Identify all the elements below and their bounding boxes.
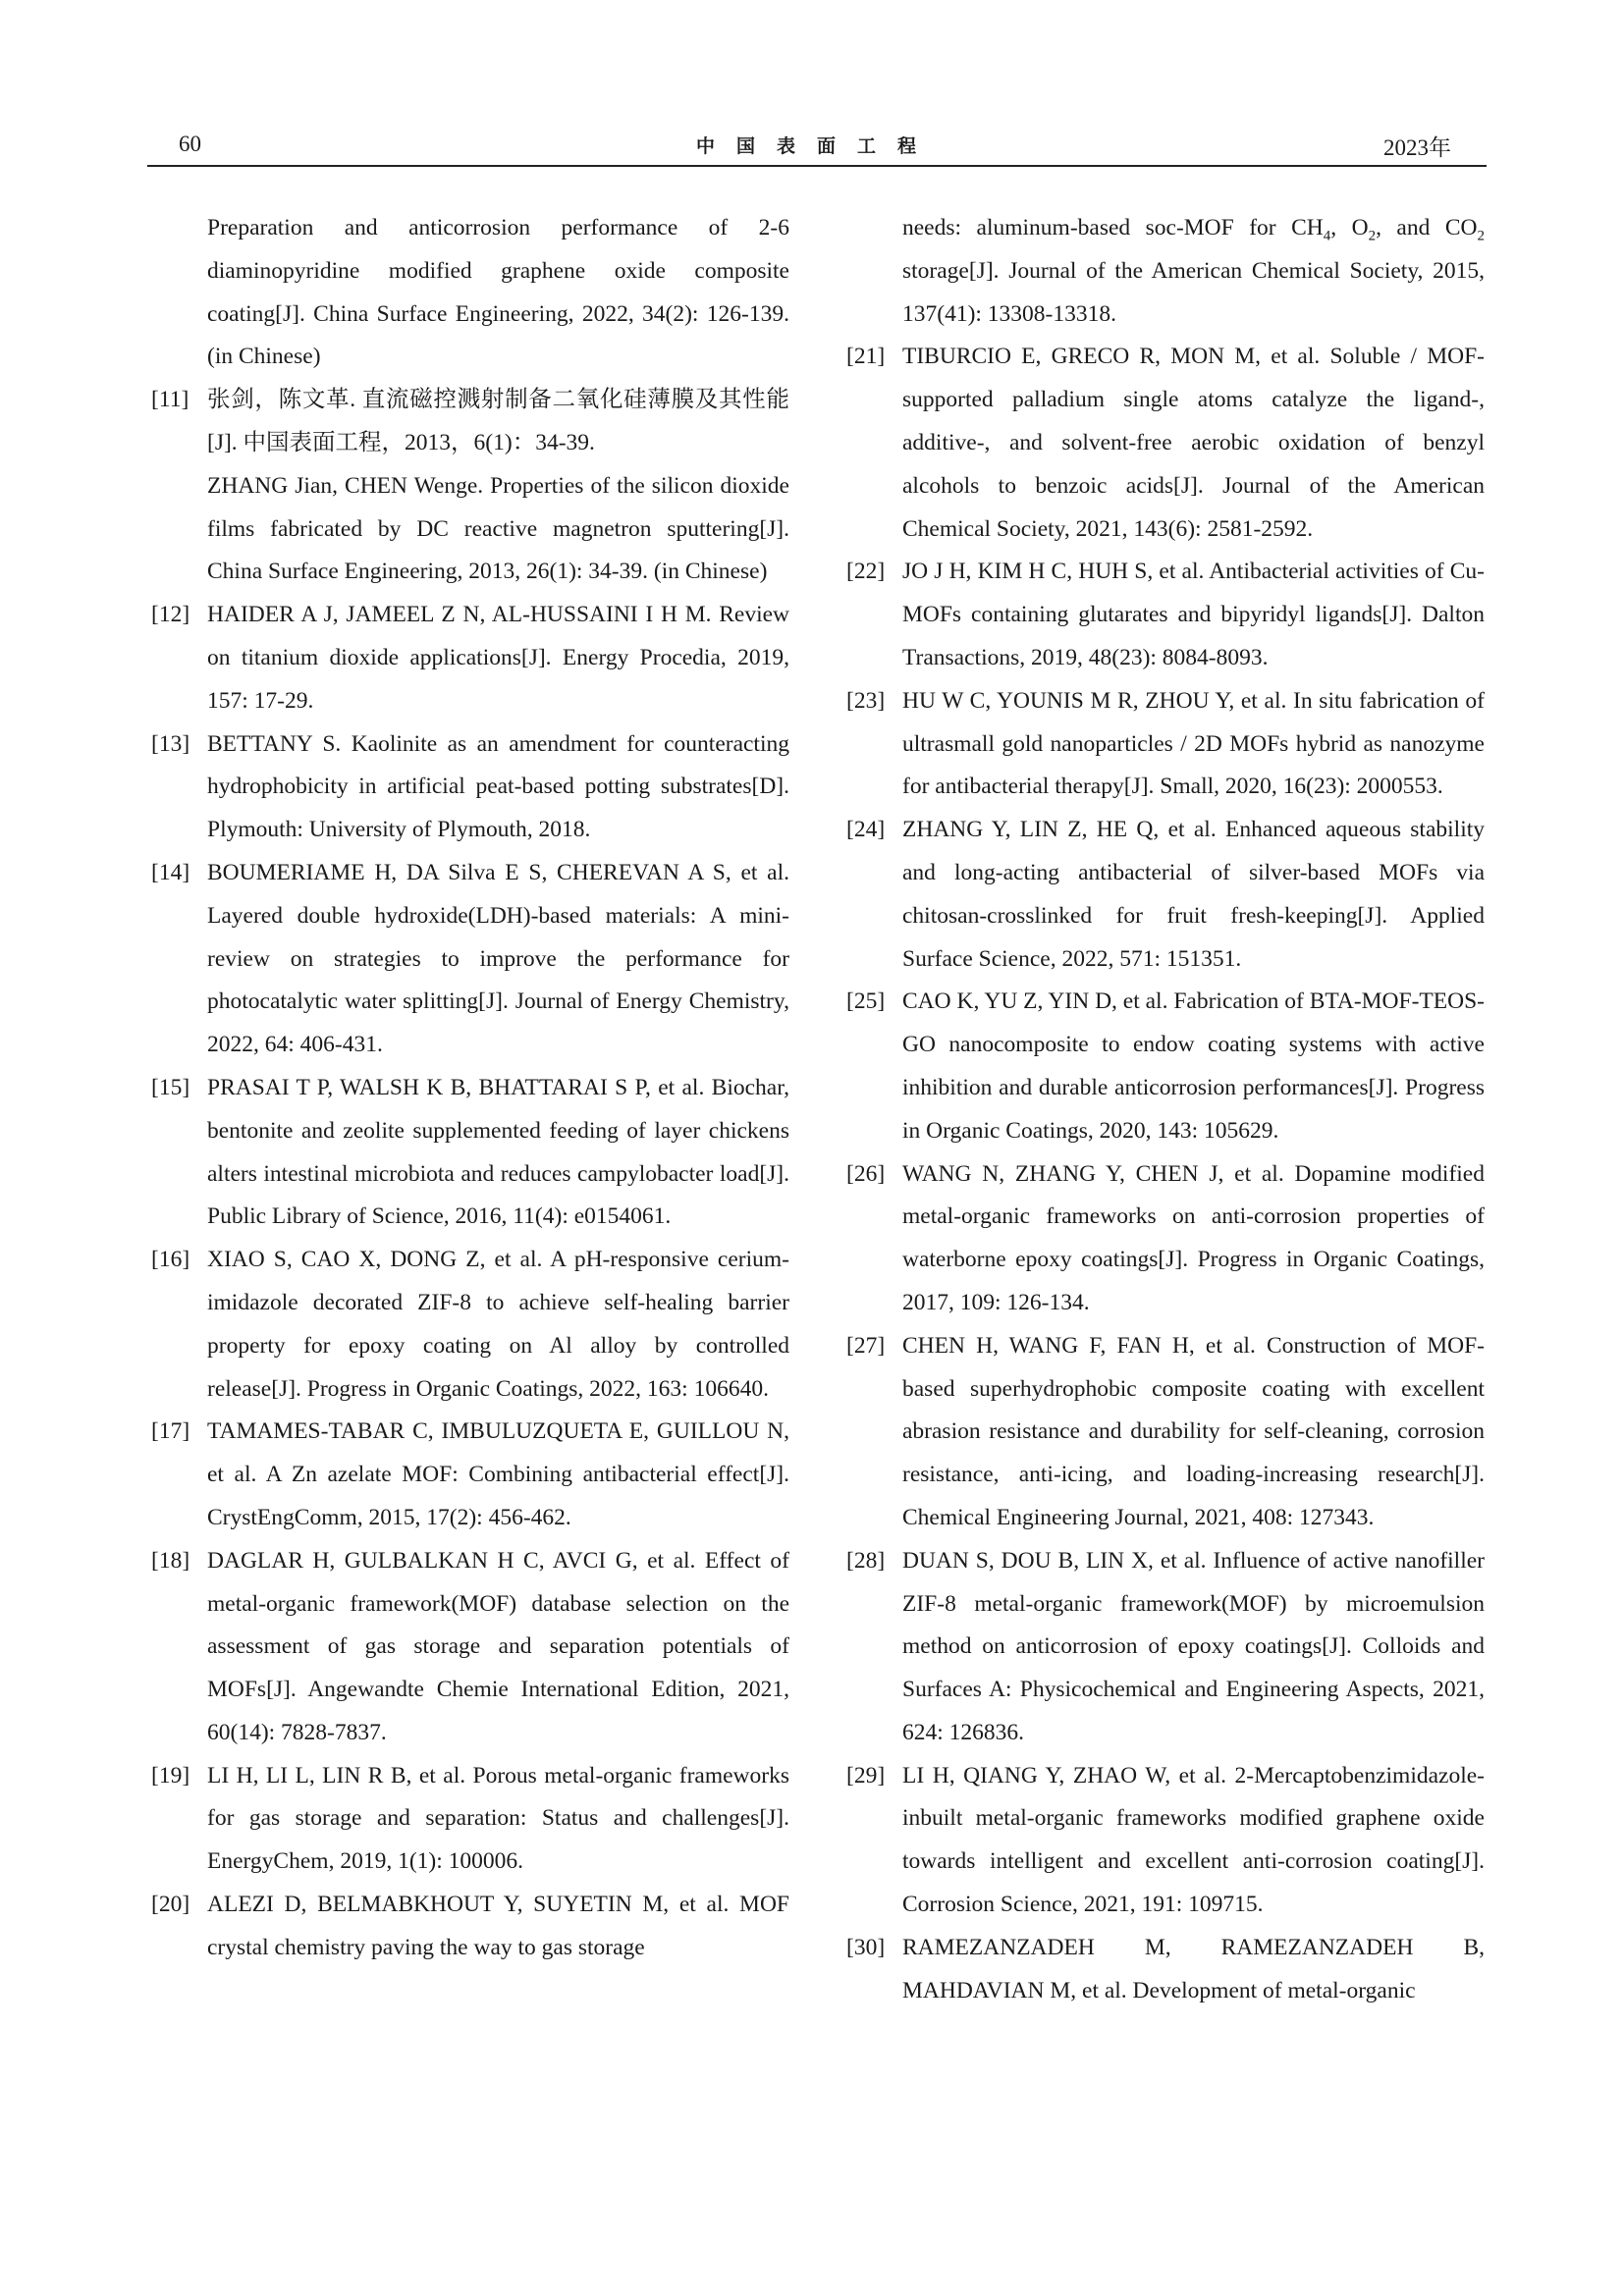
reference-entry bbox=[846, 680, 1485, 809]
reference-number: [17] bbox=[151, 1418, 190, 1445]
reference-number: [28] bbox=[846, 1547, 886, 1574]
reference-number: [25] bbox=[846, 988, 886, 1015]
reference-number: [22] bbox=[846, 559, 886, 585]
reference-entry bbox=[151, 723, 789, 852]
reference-entry bbox=[846, 1540, 1485, 1755]
reference-text: Preparation and anticorrosion performance of 2-6 diaminopyridine modified graphene oxide composite coating[J]. China Surface Engineering, 2022, 34(2): 126-139. (in Chinese) bbox=[207, 215, 789, 370]
reference-number: [18] bbox=[151, 1547, 190, 1574]
reference-entry bbox=[151, 1755, 789, 1884]
reference-text: ALEZI D, BELMABKHOUT Y, SUYETIN M, et al. MOF crystal chemistry paving the way to gas storage bbox=[207, 1892, 789, 1960]
journal-title: 中国表面工程 bbox=[695, 136, 938, 157]
reference-number: [27] bbox=[846, 1332, 886, 1359]
reference-number: [13] bbox=[151, 730, 190, 757]
reference-entry bbox=[151, 852, 789, 1067]
reference-entry bbox=[846, 336, 1485, 551]
reference-text: ZHANG Y, LIN Z, HE Q, et al. Enhanced aqueous stability and long-acting antibacterial of silver-based MOFs via chitosan-crosslinked for fruit fresh-keeping[J]. Applied Surface Science, 2022, 571: 151351. bbox=[902, 817, 1485, 972]
reference-entry bbox=[151, 379, 789, 465]
reference-entry bbox=[846, 981, 1485, 1152]
reference-number: [19] bbox=[151, 1762, 190, 1789]
reference-text: PRASAI T P, WALSH K B, BHATTARAI S P, et al. Biochar, bentonite and zeolite supplemented feeding of layer chickens alters intestinal microbiota and reduces campylobacter load[J]. Public Library of Science, 2016, 11(4): e0154061. bbox=[207, 1074, 789, 1230]
reference-entry bbox=[151, 1411, 789, 1539]
left-column bbox=[151, 207, 789, 1970]
reference-text: HU W C, YOUNIS M R, ZHOU Y, et al. In situ fabrication of ultrasmall gold nanoparticles / 2D MOFs hybrid as nanozyme for antibacterial therapy[J]. Small, 2020, 16(23): 2000553. bbox=[902, 687, 1485, 800]
reference-entry bbox=[846, 809, 1485, 981]
reference-entry bbox=[846, 1927, 1485, 2013]
reference-text: WANG N, ZHANG Y, CHEN J, et al. Dopamine modified metal-organic frameworks on anti-corrosion properties of waterborne epoxy coatings[J]. Progress in Organic Coatings, 2017, 109: 126-134. bbox=[902, 1160, 1485, 1315]
reference-text: ZHANG Jian, CHEN Wenge. Properties of the silicon dioxide films fabricated by DC reactive magnetron sputtering[J]. China Surface Engineering, 2013, 26(1): 34-39. (in Chinese) bbox=[207, 472, 789, 585]
reference-number: [23] bbox=[846, 687, 886, 714]
reference-text: 张剑，陈文革. 直流磁控溅射制备二氧化硅薄膜及其性能[J]. 中国表面工程，2013，6(1)：34-39. bbox=[207, 387, 789, 455]
right-column bbox=[846, 207, 1485, 2012]
reference-entry bbox=[846, 551, 1485, 679]
reference-number: [30] bbox=[846, 1934, 886, 1960]
page-number: 60 bbox=[179, 132, 201, 156]
reference-number: [21] bbox=[846, 344, 886, 370]
reference-number: [15] bbox=[151, 1074, 190, 1100]
reference-text: TIBURCIO E, GRECO R, MON M, et al. Soluble / MOF-supported palladium single atoms catalyze the ligand-, additive-, and solvent-free aerobic oxidation of benzyl alcohols to benzoic acids[J]. Journal of the American Chemical Society, 2021, 143(6): 2581-2592. bbox=[902, 344, 1485, 542]
reference-entry bbox=[151, 1239, 789, 1411]
reference-number: [29] bbox=[846, 1762, 886, 1789]
reference-text: BOUMERIAME H, DA Silva E S, CHEREVAN A S, et al. Layered double hydroxide(LDH)-based materials: A mini-review on strategies to improve the performance for photocatalytic water splitting[J]. Journal of Energy Chemistry, 2022, 64: 406-431. bbox=[207, 859, 789, 1058]
reference-number: [24] bbox=[846, 817, 886, 843]
reference-text: TAMAMES-TABAR C, IMBULUZQUETA E, GUILLOU N, et al. A Zn azelate MOF: Combining antibacterial effect[J]. CrystEngComm, 2015, 17(2): 456-462. bbox=[207, 1418, 789, 1530]
reference-entry bbox=[151, 1067, 789, 1239]
reference-text: LI H, QIANG Y, ZHAO W, et al. 2-Mercaptobenzimidazole-inbuilt metal-organic frameworks modified graphene oxide towards intelligent and excellent anti-corrosion coating[J]. Corrosion Science, 2021, 191: 109715. bbox=[902, 1762, 1485, 1918]
reference-entry bbox=[151, 207, 789, 379]
reference-number: [12] bbox=[151, 602, 190, 628]
reference-text: LI H, LI L, LIN R B, et al. Porous metal-organic frameworks for gas storage and separation: Status and challenges[J]. EnergyChem, 2019, 1(1): 100006. bbox=[207, 1762, 789, 1875]
reference-entry bbox=[151, 594, 789, 722]
reference-number: [14] bbox=[151, 859, 190, 885]
reference-text: HAIDER A J, JAMEEL Z N, AL-HUSSAINI I H M. Review on titanium dioxide applications[J]. Energy Procedia, 2019, 157: 17-29. bbox=[207, 602, 789, 714]
reference-text: DAGLAR H, GULBALKAN H C, AVCI G, et al. Effect of metal-organic framework(MOF) database selection on the assessment of gas storage and separation potentials of MOFs[J]. Angewandte Chemie International Edition, 2021, 60(14): 7828-7837. bbox=[207, 1547, 789, 1745]
reference-text: XIAO S, CAO X, DONG Z, et al. A pH-responsive cerium-imidazole decorated ZIF-8 to achieve self-healing barrier property for epoxy coating on Al alloy by controlled release[J]. Progress in Organic Coatings, 2022, 163: 106640. bbox=[207, 1247, 789, 1402]
reference-number: [11] bbox=[151, 387, 189, 413]
reference-entry bbox=[846, 1153, 1485, 1325]
reference-entry bbox=[151, 1884, 789, 1970]
reference-text: CAO K, YU Z, YIN D, et al. Fabrication of BTA-MOF-TEOS-GO nanocomposite to endow coating systems with active inhibition and durable anticorrosion performances[J]. Progress in Organic Coatings, 2020, 143: 105629. bbox=[902, 988, 1485, 1144]
reference-text: BETTANY S. Kaolinite as an amendment for counteracting hydrophobicity in artificial peat-based potting substrates[D]. Plymouth: University of Plymouth, 2018. bbox=[207, 730, 789, 843]
reference-entry bbox=[846, 1755, 1485, 1927]
reference-text: CHEN H, WANG F, FAN H, et al. Construction of MOF-based superhydrophobic composite coating with excellent abrasion resistance and durability for self-cleaning, corrosion resistance, anti-icing, and loading-increasing research[J]. Chemical Engineering Journal, 2021, 408: 127343. bbox=[902, 1332, 1485, 1530]
reference-text: JO J H, KIM H C, HUH S, et al. Antibacterial activities of Cu-MOFs containing glutarates and bipyridyl ligands[J]. Dalton Transactions, 2019, 48(23): 8084-8093. bbox=[902, 559, 1485, 670]
reference-number: [26] bbox=[846, 1160, 886, 1187]
page-header bbox=[147, 124, 1487, 167]
reference-entry bbox=[846, 1325, 1485, 1540]
reference-text: DUAN S, DOU B, LIN X, et al. Influence of active nanofiller ZIF-8 metal-organic framework(MOF) by microemulsion method on anticorrosion of epoxy coatings[J]. Colloids and Surfaces A: Physicochemical and Engineering Aspects, 2021, 624: 126836. bbox=[902, 1547, 1485, 1745]
reference-number: [16] bbox=[151, 1247, 190, 1273]
reference-entry bbox=[151, 1540, 789, 1755]
reference-text: needs: aluminum-based soc-MOF for $CH_4$, $O_2$, and $CO_2$ storage[J]. Journal of the American Chemical Society, 2015, 137(41): 13308-13318. bbox=[902, 215, 1485, 327]
reference-entry bbox=[151, 465, 789, 594]
issue-year: 2023年 bbox=[1383, 135, 1451, 160]
reference-continuation bbox=[846, 207, 1485, 336]
reference-number: [20] bbox=[151, 1892, 190, 1918]
reference-text: RAMEZANZADEH M, RAMEZANZADEH B, MAHDAVIAN M, et al. Development of metal-organic bbox=[902, 1934, 1485, 2003]
